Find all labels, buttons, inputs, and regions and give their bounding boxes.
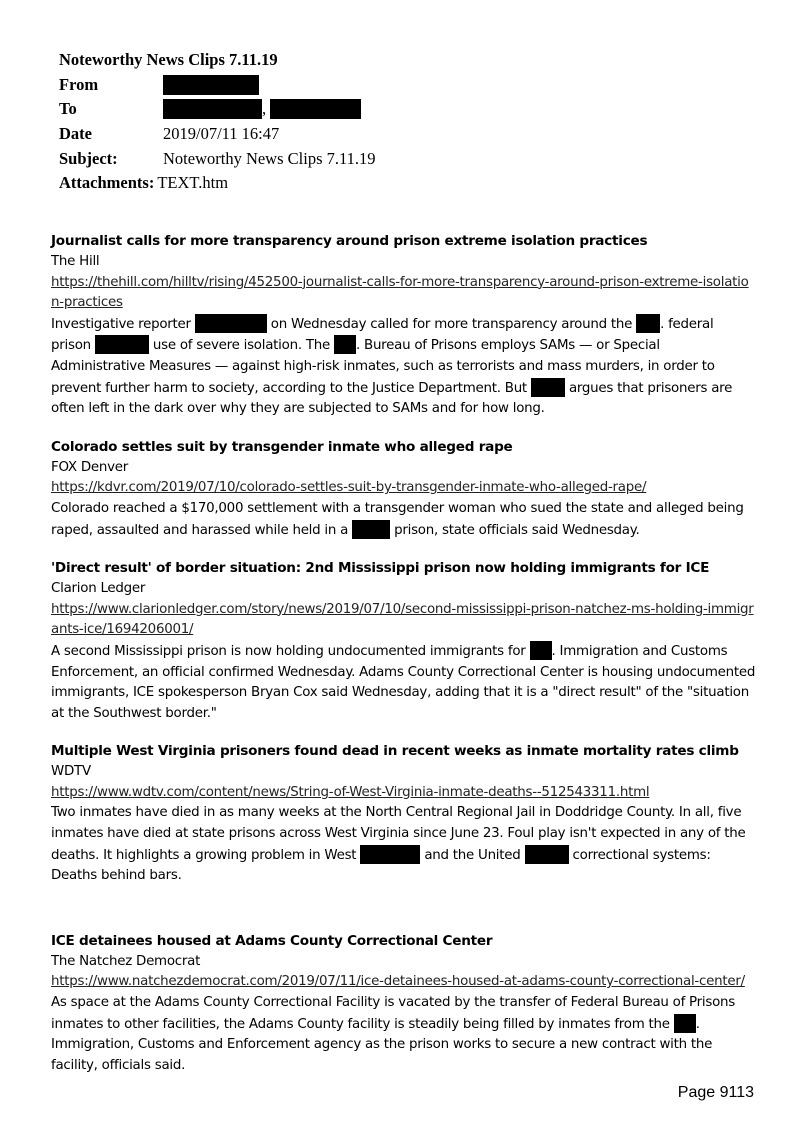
news-clips [51,230,756,1091]
subject-row [59,146,376,171]
date-value: 2019/07/11 16:47 [163,124,280,144]
article-source: Clarion Ledger [51,581,146,597]
redaction-block [530,641,552,660]
attachments-row [59,171,376,196]
subject-value: Noteworthy News Clips 7.11.19 [163,148,376,168]
date-label: Date [59,124,92,144]
email-header [59,48,376,196]
redaction-block [352,520,390,539]
article-source: The Hill [51,254,100,269]
redaction-block [674,1014,696,1033]
article-source: The Natchez Democrat [51,953,201,969]
article-headline: 'Direct result' of border situation: 2nd Mississippi prison now holding immigrants for ICE [51,560,710,577]
redaction-block [195,314,267,333]
article-headline: Colorado settles suit by transgender inmate who alleged rape [51,438,513,455]
article-text: Investigative reporter on Wednesday called for more transparency around the . federal prison use of severe isolation. The . Bureau of Prisons employs SAMs — or Special Administrative Measures — against high-risk inmates, such as terrorists and mass murders, in order to prevent further harm to society, according to the Justice Department. But argues that prisoners are often left in the dark over why they are subjected to SAMs and for how long. [51,314,756,420]
article-source: FOX Denver [51,459,129,475]
article-headline: Journalist calls for more transparency around prison extreme isolation practices [51,233,648,249]
article-link[interactable]: https://kdvr.com/2019/07/10/colorado-settles-suit-by-transgender-inmate-who-alleged-rape/ [51,480,647,496]
article-text: Colorado reached a $170,000 settlement with a transgender woman who sued the state and alleged being raped, assaulted and harassed while held in a prison, state officials said Wednesday. [51,500,744,538]
subject-label: Subject: [59,148,118,168]
article [51,230,756,420]
from-label: From [59,74,99,94]
article-link[interactable]: https://www.wdtv.com/content/news/String-of-West-Virginia-inmate-deaths--512543311.html [51,784,650,800]
to-row [59,97,376,122]
article-headline: ICE detainees housed at Adams County Correctional Center [51,932,493,949]
attachment-file[interactable]: TEXT.htm [157,173,229,193]
redaction-block [95,335,149,354]
article-headline: Multiple West Virginia prisoners found dead in recent weeks as inmate mortality rates climb [51,743,739,760]
to-separator: , [262,99,267,119]
article [51,930,756,1075]
redacted-sender [163,75,259,95]
article [51,740,756,887]
article [51,436,756,541]
article-text: A second Mississippi prison is now holding undocumented immigrants for . Immigration and Customs Enforcement, an official confirmed Wednesday. Adams County Correctional Center is housing undocumented immigrants, ICE spokesperson Bryan Cox said Wednesday, adding that it is a "direct result" of the "situation at the Southwest border." [51,641,756,724]
article-text: As space at the Adams County Correctional Facility is vacated by the transfer of Federal Bureau of Prisons inmates to other facilities, the Adams County facility is steadily being filled by inmates from the . Immigration, Customs and Enforcement agency as the prison works to secure a new contract with the facility, officials said. [51,995,735,1073]
article [51,557,756,724]
article-link[interactable]: https://www.clarionledger.com/story/news/2019/07/10/second-mississippi-prison-natchez-ms-holding-immigrants-ice/1694206001/ [51,601,754,638]
date-row [59,122,376,147]
redacted-recipient-2 [270,99,361,119]
email-title: Noteworthy News Clips 7.11.19 [59,50,278,69]
redaction-block [334,335,356,354]
article-text: Two inmates have died in as many weeks at the North Central Regional Jail in Doddridge County. In all, five inmates have died at state prisons across West Virginia since June 23. Foul play isn't expected in any of the deaths. It highlights a growing problem in West and the United correctional systems: Deaths behind bars. [51,805,746,884]
page-number: Page 9113 [677,1084,754,1101]
article-link[interactable]: https://thehill.com/hilltv/rising/452500-journalist-calls-for-more-transparency-around-prison-extreme-isolation-practices [51,274,749,311]
article-link[interactable]: https://www.natchezdemocrat.com/2019/07/11/ice-detainees-housed-at-adams-county-correctional-center/ [51,974,745,990]
article-source: WDTV [51,764,91,780]
redaction-block [525,845,569,864]
redaction-block [531,378,565,397]
redacted-recipient-1 [163,99,262,119]
redaction-block [636,314,660,333]
to-label: To [59,99,77,119]
redaction-block [360,845,420,864]
from-row [59,73,376,98]
attachments-label: Attachments: [59,173,155,193]
